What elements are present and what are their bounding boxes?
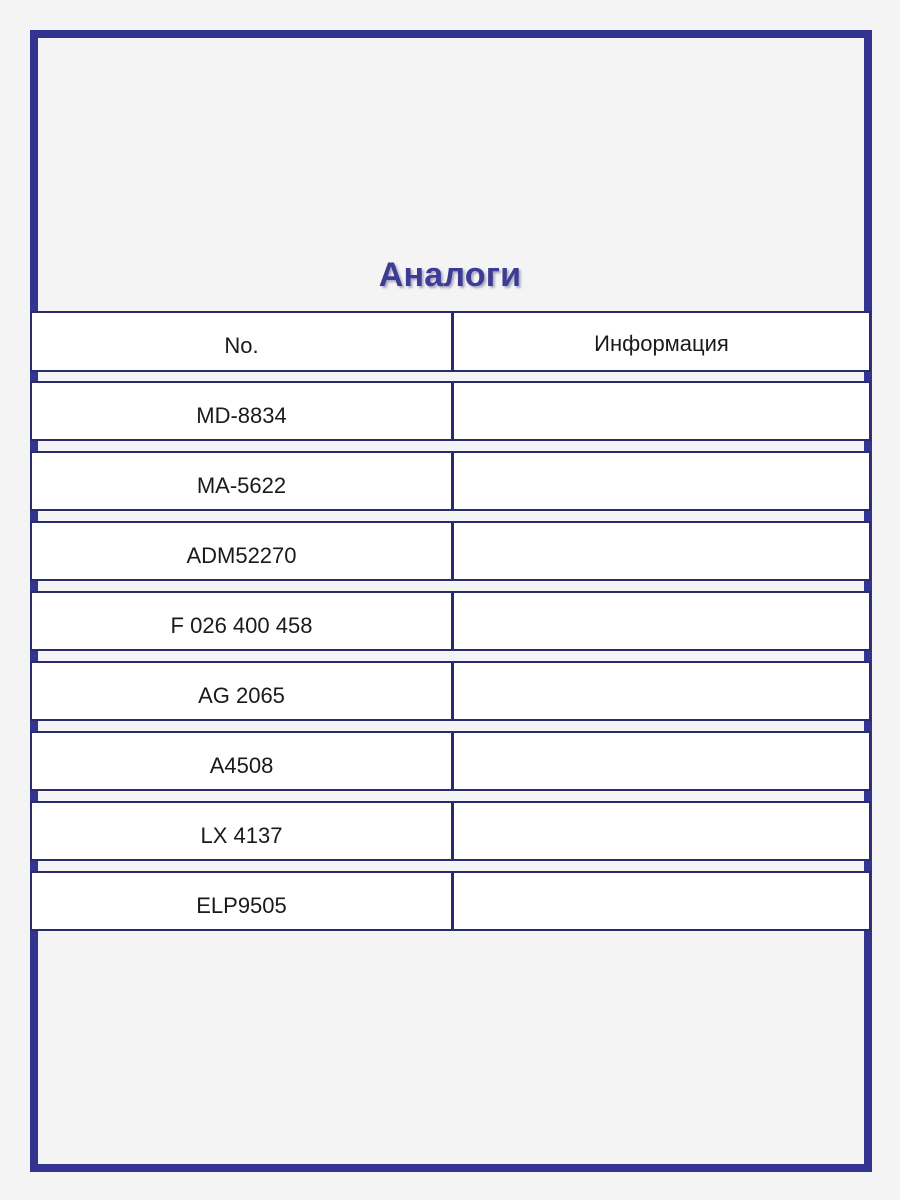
border-notch (30, 584, 36, 589)
page-title: Аналоги (378, 256, 522, 294)
border-notch (864, 794, 870, 799)
table-row (30, 871, 871, 931)
border-notch (864, 724, 870, 729)
border-notch (864, 374, 870, 379)
table-row (30, 661, 871, 721)
table-header-row (30, 311, 871, 372)
header-no: No. (30, 311, 451, 372)
table-row (30, 731, 871, 791)
border-notch (30, 864, 36, 869)
row-no-cell: MD-8834 (30, 381, 451, 441)
table-row (30, 521, 871, 581)
row-info-cell (451, 731, 871, 791)
border-notch (30, 374, 36, 379)
table-row (30, 451, 871, 511)
table-row (30, 381, 871, 441)
table-row (30, 591, 871, 651)
border-notch (864, 584, 870, 589)
row-no-cell: ELP9505 (30, 871, 451, 931)
border-notch (864, 444, 870, 449)
border-notch (864, 864, 870, 869)
row-info-cell (451, 591, 871, 651)
header-info: Информация (451, 311, 871, 372)
row-no-cell: MA-5622 (30, 451, 451, 511)
row-info-cell (451, 521, 871, 581)
border-notch (864, 514, 870, 519)
row-no-cell: LX 4137 (30, 801, 451, 861)
row-info-cell (451, 381, 871, 441)
row-info-cell (451, 871, 871, 931)
border-notch (30, 794, 36, 799)
row-no-cell: ADM52270 (30, 521, 451, 581)
border-notch (30, 724, 36, 729)
border-notch (30, 444, 36, 449)
table-row (30, 801, 871, 861)
row-info-cell (451, 801, 871, 861)
row-no-cell: A4508 (30, 731, 451, 791)
row-info-cell (451, 661, 871, 721)
border-notch (30, 654, 36, 659)
row-no-cell: AG 2065 (30, 661, 451, 721)
row-info-cell (451, 451, 871, 511)
row-no-cell: F 026 400 458 (30, 591, 451, 651)
border-notch (864, 654, 870, 659)
border-notch (30, 514, 36, 519)
